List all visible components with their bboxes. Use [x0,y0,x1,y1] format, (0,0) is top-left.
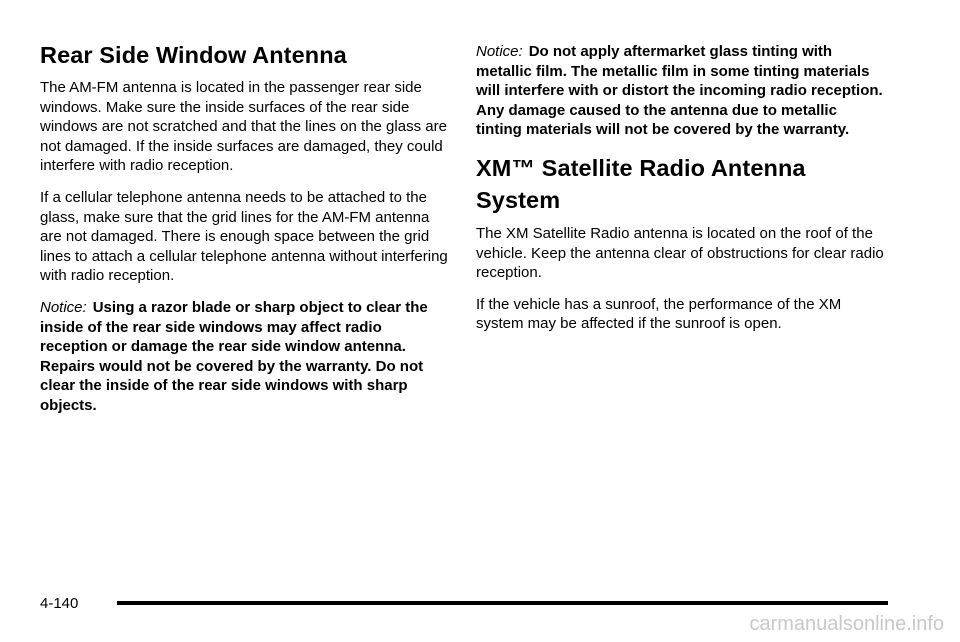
notice-label: Notice: [476,43,523,60]
notice-text: Do not apply aftermarket glass tinting with metallic film. The metallic film in some tinting materials will interfere with or distort the incoming radio reception. Any damage caused to the antenna due to metallic tinting materials will not be covered by the warranty. [476,43,883,139]
right-column [476,42,886,346]
cellular-antenna-paragraph: If a cellular telephone antenna needs to be attached to the glass, make sure that the grid lines for the AM-FM antenna are not damaged. There is enough space between the grid lines to attach a cellular telephone antenna without interfering with radio reception. [40,188,448,285]
antenna-location-paragraph: The AM-FM antenna is located in the passenger rear side windows. Make sure the inside surfaces of the rear side windows are not scratched and that the lines on the glass are not damaged. If the inside surfaces are damaged, they could interfere with radio reception. [40,79,447,175]
page-number: 4-140 [40,595,79,612]
watermark: carmanualsonline.info [749,613,944,635]
left-column [40,40,450,428]
notice-text: Using a razor blade or sharp object to clear the inside of the rear side windows may affect radio reception or damage the rear side window antenna. Repairs would not be covered by the warranty. Do not clear the inside of the rear side windows with sharp objects. [40,298,428,414]
notice-label: Notice: [40,298,87,316]
footer-rule [117,601,888,605]
glass-tinting-notice [476,42,886,140]
sunroof-paragraph: If the vehicle has a sunroof, the performance of the XM system may be affected if the sunroof is open. [476,295,842,333]
razor-blade-notice [40,298,450,416]
rear-side-window-antenna-heading: Rear Side Window Antenna [40,42,347,68]
xm-antenna-location-paragraph: The XM Satellite Radio antenna is located on the roof of the vehicle. Keep the antenna clear of obstructions for clear radio reception. [476,224,884,282]
xm-satellite-radio-antenna-heading: XM™ Satellite Radio Antenna System [476,154,806,213]
